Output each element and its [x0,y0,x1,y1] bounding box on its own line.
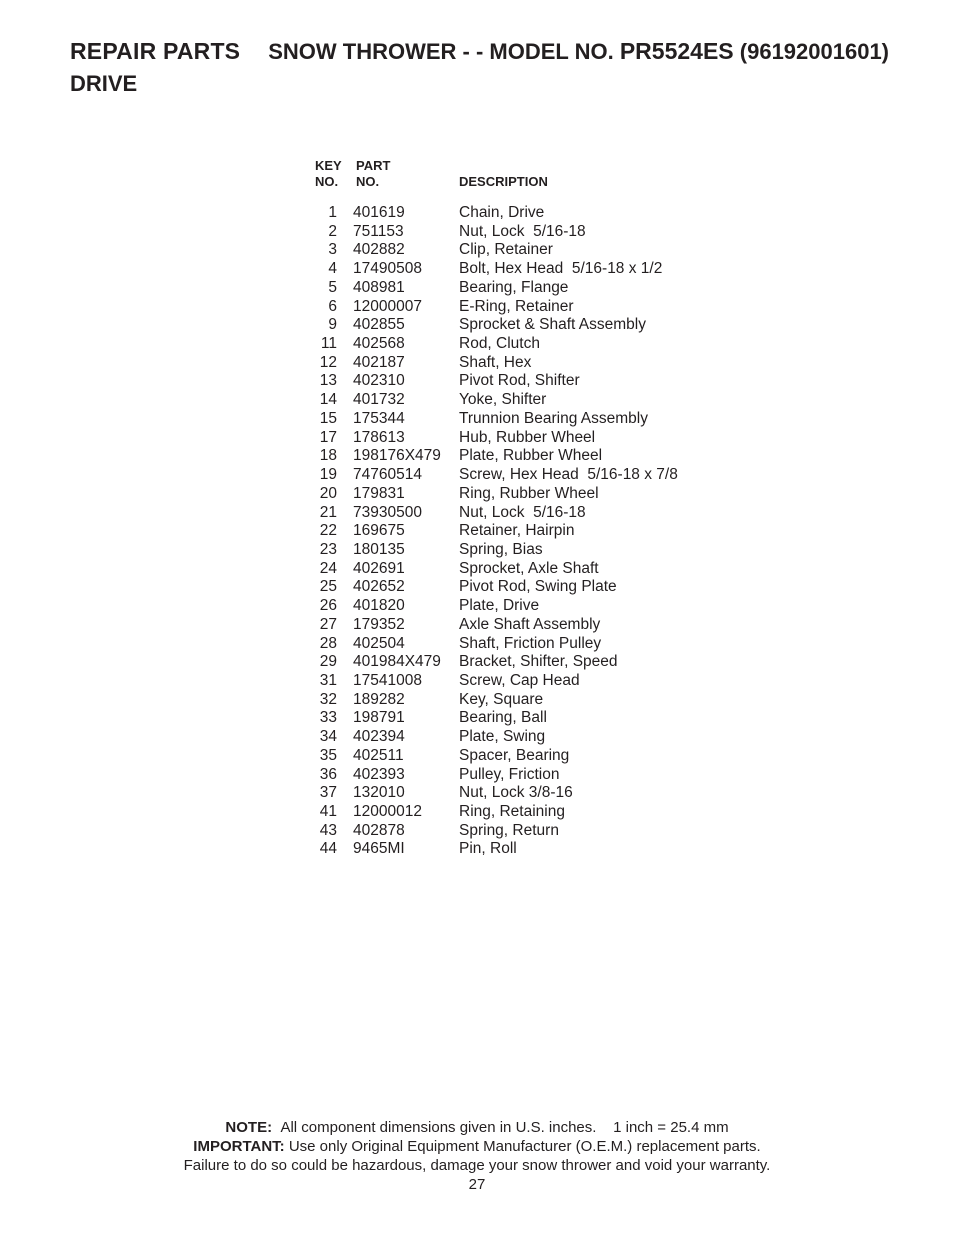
part-description: Chain, Drive [459,204,545,221]
part-number: 179352 [353,615,405,633]
table-row [315,635,735,654]
part-number: 402187 [353,353,405,371]
table-row [315,653,735,672]
key-number: 6 [328,297,337,315]
key-number: 36 [319,765,337,783]
table-row [315,410,735,429]
part-description: Bearing, Flange [459,278,569,296]
part-number: 751153 [353,222,404,240]
table-row [315,747,735,766]
key-number: 43 [319,821,337,839]
note-label: NOTE: [225,1119,273,1136]
table-row [315,616,735,635]
table-row [315,298,735,317]
model-number: PR5524ES [619,38,734,64]
key-number: 12 [319,353,337,371]
table-row [315,766,735,785]
table-row [315,504,735,523]
part-description: Nut, Lock 3/8-16 [459,784,573,802]
part-description: Ring, Rubber Wheel [459,484,599,502]
key-number: 24 [319,559,337,577]
part-number: 17541008 [353,671,422,689]
table-row [315,447,735,466]
table-row [315,354,735,373]
key-number: 44 [319,840,337,858]
key-number: 13 [319,372,337,390]
key-number: 17 [319,428,337,446]
part-number: 402882 [353,241,405,259]
key-number: 19 [319,466,337,484]
table-row [315,709,735,728]
part-number: 17490508 [353,260,422,278]
table-row [315,466,735,485]
part-description: Axle Shaft Assembly [459,615,601,633]
note-text: All component dimensions given in U.S. inches. 1 inch = 25.4 mm [280,1119,729,1136]
part-description: Screw, Cap Head [459,671,580,689]
part-description: Pivot Rod, Shifter [459,372,580,390]
part-number: 402568 [353,335,405,353]
part-description: Trunnion Bearing Assembly [459,409,648,427]
part-description: Bracket, Shifter, Speed [459,653,618,671]
part-number: 132010 [353,784,405,802]
key-number: 35 [319,746,337,764]
part-number: 180135 [353,540,405,558]
part-description: Key, Square [459,690,544,708]
table-row [315,803,735,822]
table-row [315,578,735,597]
part-number: 175344 [353,409,405,427]
part-number: 198791 [353,709,405,727]
table-row [315,485,735,504]
table-row [315,429,735,448]
part-description: Spring, Return [459,821,559,839]
table-row [315,391,735,410]
parts-list [315,158,735,858]
part-description: Plate, Drive [459,597,540,615]
key-number: 29 [319,653,337,671]
part-description: E-Ring, Retainer [459,297,574,315]
part-description: Bolt, Hex Head 5/16-18 x 1/2 [459,260,663,278]
table-row [315,822,735,841]
part-number: 401820 [353,597,405,615]
part-number: 12000012 [353,803,422,820]
part-description: Pivot Rod, Swing Plate [459,578,617,596]
part-number: 402878 [353,821,405,839]
part-number: 169675 [353,522,405,540]
key-number: 2 [328,222,337,240]
part-number: 179831 [353,484,405,502]
key-number: 33 [319,709,337,727]
key-number: 4 [328,260,337,278]
part-number: 408981 [353,278,405,296]
part-number: 178613 [353,428,405,446]
model-code: (96192001601) [739,39,890,64]
part-description: Shaft, Hex [459,353,532,371]
important-line [0,1137,954,1156]
part-description: Pulley, Friction [459,765,560,783]
part-description: Yoke, Shifter [459,391,547,409]
part-description: Clip, Retainer [459,241,553,259]
part-description: Sprocket, Axle Shaft [459,559,599,577]
key-number: 32 [319,690,337,708]
important-label: IMPORTANT: [193,1138,285,1155]
product-label: SNOW THROWER - - MODEL NO. [268,39,614,64]
table-row [315,335,735,354]
part-description: Spacer, Bearing [459,746,570,764]
part-description: Retainer, Hairpin [459,522,575,540]
part-number: 74760514 [353,466,422,484]
table-row [315,241,735,260]
table-row [315,691,735,710]
table-row [315,204,735,223]
key-number: 14 [319,391,337,409]
page-number: 27 [468,1176,486,1193]
part-header-line2: NO. [356,174,380,189]
page-title [70,36,930,67]
part-number: 401984X479 [353,653,441,671]
key-number: 23 [319,540,337,558]
note-line [0,1118,954,1137]
part-number: 402691 [353,559,405,577]
key-number: 9 [328,316,337,334]
part-description: Nut, Lock 5/16-18 [459,222,586,240]
table-row [315,784,735,803]
table-row [315,672,735,691]
part-description: Nut, Lock 5/16-18 [459,503,586,521]
part-number: 401619 [353,204,405,221]
part-description: Hub, Rubber Wheel [459,428,596,446]
key-header-line2: NO. [315,174,339,189]
section-title: DRIVE [70,71,138,96]
table-row [315,223,735,242]
key-number: 37 [319,784,337,802]
part-description: Rod, Clutch [459,335,540,353]
parts-rows [315,204,735,859]
key-number: 15 [319,409,337,427]
part-description: Plate, Swing [459,728,546,746]
table-row [315,260,735,279]
important-text: Use only Original Equipment Manufacturer (O.E.M.) replacement parts. [288,1138,761,1155]
table-row [315,541,735,560]
key-number: 28 [319,634,337,652]
key-number: 34 [319,728,337,746]
description-header: DESCRIPTION [459,174,548,189]
key-number: 27 [319,615,337,633]
key-number: 21 [319,503,337,521]
part-description: Ring, Retaining [459,803,565,820]
part-number: 12000007 [353,297,422,315]
table-row [315,597,735,616]
page-header [70,36,930,99]
page-footer [0,1118,954,1194]
part-description: Spring, Bias [459,540,543,558]
key-number: 31 [319,671,337,689]
table-row [315,840,735,859]
parts-list-header [315,158,735,194]
part-description: Pin, Roll [459,840,517,858]
part-number: 402394 [353,728,405,746]
part-number: 9465MI [353,840,405,858]
table-row [315,316,735,335]
key-number: 20 [319,484,337,502]
part-description: Plate, Rubber Wheel [459,447,603,465]
part-number: 402504 [353,634,405,652]
part-number: 402652 [353,578,405,596]
part-description: Sprocket & Shaft Assembly [459,316,646,334]
table-row [315,279,735,298]
part-number: 402855 [353,316,405,334]
part-number: 73930500 [353,503,422,521]
part-number: 402310 [353,372,405,390]
part-number: 198176X479 [353,447,441,465]
table-row [315,560,735,579]
key-number: 26 [319,597,337,615]
table-row [315,728,735,747]
key-number: 41 [319,803,337,820]
table-row [315,372,735,391]
key-number: 22 [319,522,337,540]
part-number: 189282 [353,690,405,708]
key-number: 5 [328,278,337,296]
key-number: 11 [320,335,337,353]
part-number: 401732 [353,391,405,409]
warning-line: Failure to do so could be hazardous, damage your snow thrower and void your warranty. [183,1157,771,1174]
part-number: 402393 [353,765,405,783]
part-description: Bearing, Ball [459,709,547,727]
key-header-line1: KEY [315,158,342,173]
key-number: 25 [319,578,337,596]
table-row [315,522,735,541]
repair-parts-label: REPAIR PARTS [70,38,241,64]
key-number: 3 [328,241,337,259]
part-description: Screw, Hex Head 5/16-18 x 7/8 [459,466,678,484]
part-header-line1: PART [356,158,391,173]
part-number: 402511 [353,746,404,764]
key-number: 1 [328,204,337,221]
part-description: Shaft, Friction Pulley [459,634,602,652]
key-number: 18 [319,447,337,465]
